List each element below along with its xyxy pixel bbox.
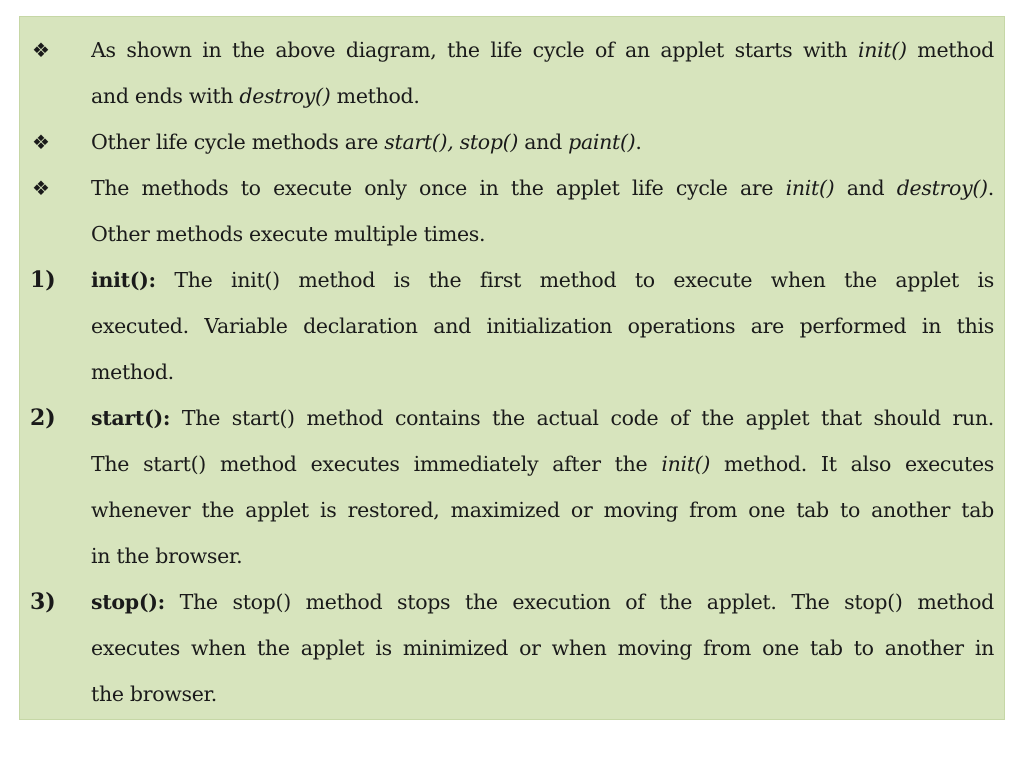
bullet-paragraph (20, 165, 1006, 257)
text-line: The start() method executes immediately after the init() method. It also executes (91, 452, 994, 476)
bullet-paragraph (20, 119, 1006, 165)
text-line: method. (91, 360, 174, 384)
italic-term: destroy() (896, 176, 988, 200)
italic-term: init() (857, 38, 907, 62)
numbered-item (20, 579, 1006, 717)
text-line: Other life cycle methods are start(), stop() and paint(). (91, 130, 642, 154)
italic-term: init() (785, 176, 835, 200)
text-line: executed. Variable declaration and initialization operations are performed in this (91, 314, 994, 338)
italic-term: init() (661, 452, 711, 476)
text-line: executes when the applet is minimized or when moving from one tab to another in (91, 636, 994, 660)
text-line: in the browser. (91, 544, 243, 568)
text-line: stop(): The stop() method stops the execution of the applet. The stop() method (91, 590, 994, 614)
item-number: 2) (30, 405, 56, 431)
text-line: and ends with destroy() method. (91, 84, 420, 108)
item-number: 3) (30, 589, 56, 615)
text-line: Other methods execute multiple times. (91, 222, 486, 246)
bullet-icon: ❖ (32, 176, 50, 200)
method-heading: init(): (91, 268, 156, 292)
content-panel (19, 16, 1005, 720)
method-heading: start(): (91, 406, 171, 430)
numbered-item (20, 257, 1006, 395)
italic-term: destroy() (239, 84, 331, 108)
italic-term: start(), stop() (384, 130, 519, 154)
text-line: The methods to execute only once in the applet life cycle are init() and destroy(). (91, 176, 994, 200)
bullet-icon: ❖ (32, 38, 50, 62)
numbered-item (20, 395, 1006, 579)
text-line: the browser. (91, 682, 218, 706)
method-heading: stop(): (91, 590, 165, 614)
text-line: init(): The init() method is the first method to execute when the applet is (91, 268, 994, 292)
italic-term: paint() (568, 130, 636, 154)
text-line: As shown in the above diagram, the life cycle of an applet starts with init() method (91, 38, 994, 62)
item-number: 1) (30, 267, 56, 293)
text-line: start(): The start() method contains the actual code of the applet that should run. (91, 406, 994, 430)
bullet-icon: ❖ (32, 130, 50, 154)
bullet-paragraph (20, 27, 1006, 119)
text-line: whenever the applet is restored, maximized or moving from one tab to another tab (91, 498, 994, 522)
